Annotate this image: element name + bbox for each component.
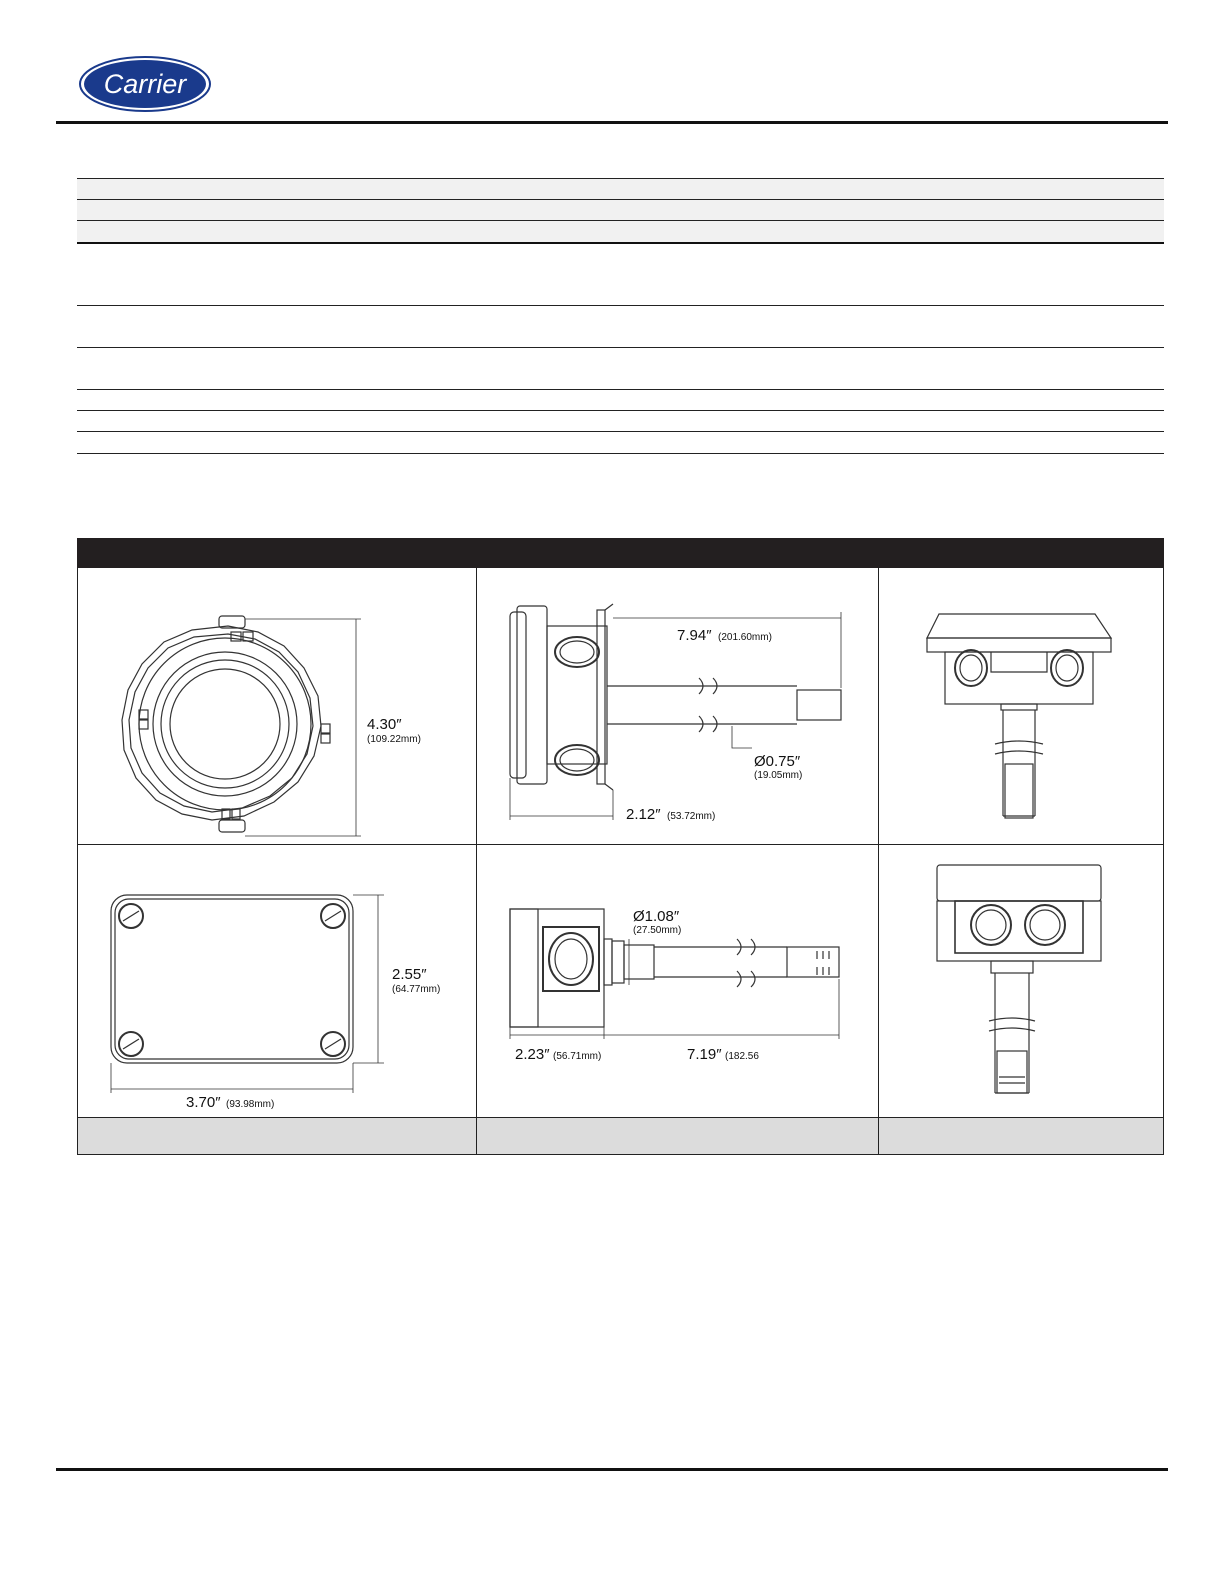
rect-height-label: 2.55″ [392,966,427,983]
spec-table [77,178,1164,454]
round-side-view [477,568,879,844]
round-depth-mm: (53.72mm) [667,811,716,822]
rect-front-view [78,845,477,1117]
spec-row [77,220,1164,242]
spec-row [77,410,1164,431]
dimensions-header-bar [77,538,1164,568]
round-front-view [78,568,477,844]
rect-depth: 2.23″ [515,1046,550,1063]
rect-side-drawing [477,845,879,1117]
spec-row [77,347,1164,389]
dimensions-caption-row [78,1118,1163,1155]
round-height-label: 4.30″ [367,716,402,733]
round-depth: 2.12″ [626,806,661,823]
caption-cell [78,1118,477,1154]
header-rule [56,121,1168,124]
round-probe-length: 7.94″ [677,627,712,644]
rect-fitting-diameter: Ø1.08″ [633,908,680,925]
rect-probe-length: 7.19″ [687,1046,722,1063]
carrier-logo [78,55,212,113]
spec-row [77,178,1164,199]
caption-cell [879,1118,1163,1154]
spec-row [77,242,1164,305]
round-probe-diameter-mm: (19.05mm) [754,770,803,781]
rect-width-label: 3.70″ [186,1094,221,1111]
round-front-drawing [78,568,477,844]
dimensions-section [77,538,1164,1155]
round-height-mm: (109.22mm) [367,734,421,745]
logo-text: Carrier [103,69,187,99]
round-perspective-drawing [879,568,1163,844]
caption-cell [477,1118,879,1154]
rect-fitting-diameter-mm: (27.50mm) [633,925,682,936]
dimensions-row [78,568,1163,845]
rect-height-mm: (64.77mm) [392,984,441,995]
rect-perspective-drawing [879,845,1163,1117]
rect-side-view [477,845,879,1117]
round-perspective-view [879,568,1163,844]
footer-rule [56,1468,1168,1471]
round-side-drawing [477,568,879,844]
spec-row [77,305,1164,347]
spec-row [77,389,1164,410]
rect-perspective-view [879,845,1163,1117]
rect-width-mm: (93.98mm) [226,1099,275,1110]
round-probe-length-mm: (201.60mm) [718,632,772,643]
round-probe-diameter: Ø0.75″ [754,753,801,770]
dimensions-row [78,845,1163,1118]
dimensions-grid [77,568,1164,1155]
spec-table-end [77,453,1164,454]
spec-row [77,431,1164,453]
rect-front-drawing [78,845,477,1117]
rect-depth-mm: (56.71mm) [553,1051,602,1062]
rect-probe-length-mm: (182.56 [725,1051,759,1062]
spec-row [77,199,1164,220]
